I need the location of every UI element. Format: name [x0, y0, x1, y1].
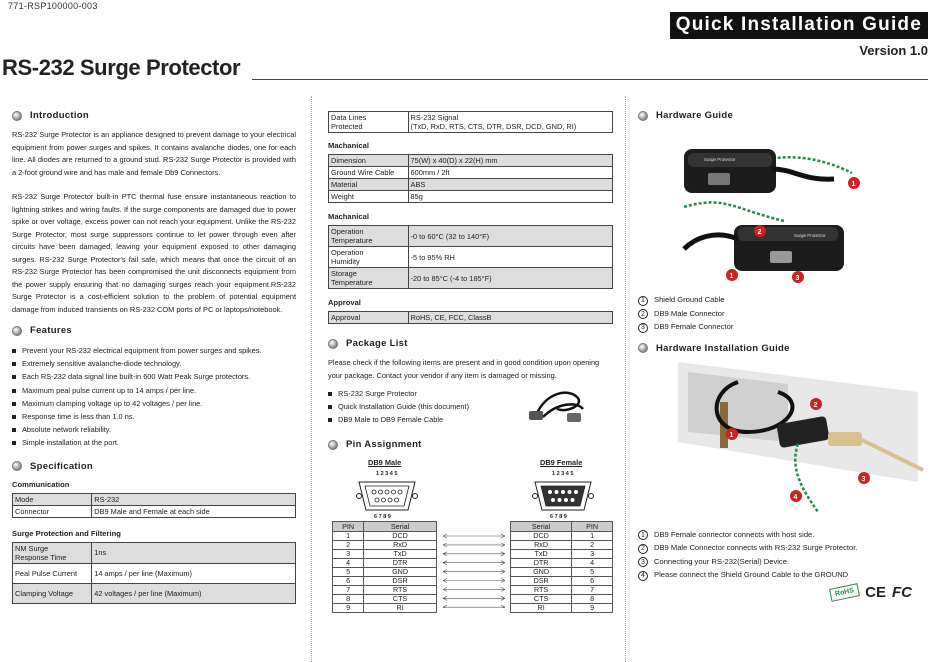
male-pin-table: [332, 521, 437, 613]
svg-text:2: 2: [757, 229, 762, 236]
spec-key: Peal Pulse Current: [13, 563, 92, 583]
pin-cell: 6: [572, 577, 613, 586]
package-heading: Package List: [328, 338, 613, 349]
spec-row: [329, 112, 613, 133]
installation-list: [638, 528, 928, 582]
callout-3a: [792, 271, 804, 283]
callout-2a: [754, 225, 766, 237]
spec-key: Mode: [13, 493, 92, 505]
pin-arrow: [443, 570, 505, 574]
pin-arrow: [443, 552, 505, 556]
db9-female-label: DB9 Female: [540, 458, 583, 467]
spec-row: [13, 493, 296, 505]
spec-row: [329, 312, 613, 324]
spec-value: DB9 Male and Female at each side: [92, 505, 296, 517]
number-badge-icon: 2: [638, 309, 648, 319]
section-bullet-icon: [638, 343, 648, 353]
pin-header: PIN: [333, 522, 364, 532]
cable-image: [527, 383, 589, 429]
pin-cell: DSR: [364, 577, 437, 586]
callout-1b: [726, 269, 738, 281]
spec-value: RS-232: [92, 493, 296, 505]
svg-text:1: 1: [729, 273, 734, 280]
pin-cell: CTS: [511, 595, 572, 604]
hardware-guide-item: 3 DB9 Female Connector: [638, 320, 928, 334]
pin-cell: RxD: [364, 541, 437, 550]
package-item: RS-232 Surge Protector: [328, 387, 613, 400]
svg-text:1: 1: [729, 431, 734, 439]
pin-cell: TxD: [364, 550, 437, 559]
db9-male-diagram: [356, 478, 418, 516]
pin-cell: 9: [333, 604, 364, 613]
spec-value: -5 to 95% RH: [408, 247, 612, 268]
pin-heading: Pin Assignment: [328, 439, 613, 450]
pin-row: [511, 586, 613, 595]
spec-value: 600mm / 2ft: [408, 167, 612, 179]
pin-header: Serial: [511, 522, 572, 532]
pin-cell: 1: [572, 532, 613, 541]
spec-value: 75(W) x 40(D) x 22(H) mm: [408, 155, 612, 167]
pin-cell: RTS: [511, 586, 572, 595]
features-heading: Features: [12, 325, 296, 336]
pin-cell: 3: [572, 550, 613, 559]
svg-text:3: 3: [795, 275, 800, 282]
pin-cell: DTR: [364, 559, 437, 568]
spec-key: Approval: [329, 312, 409, 324]
spec-value: 85g: [408, 191, 612, 203]
pin-cell: RI: [511, 604, 572, 613]
pin-cell: RI: [364, 604, 437, 613]
pin-cell: 9: [572, 604, 613, 613]
pin-row: [511, 577, 613, 586]
spec-value: ABS: [408, 179, 612, 191]
spec-row: [329, 268, 613, 289]
svg-text:3: 3: [861, 475, 866, 483]
installation-step: 1 DB9 Female connector connects with host side.: [638, 528, 928, 542]
doc-number: 771-RSP100000-003: [8, 1, 98, 11]
feature-item: Maximum clamping voltage up to 42 voltages / per line.: [12, 397, 296, 410]
spec-row: [329, 155, 613, 167]
pin-cell: 7: [333, 586, 364, 595]
spec-key: Dimension: [329, 155, 409, 167]
svg-text:1: 1: [851, 181, 856, 188]
pin-header: PIN: [572, 522, 613, 532]
surge-table: [12, 542, 296, 604]
version-label: Version 1.0: [859, 43, 928, 58]
mech2-label: Machanical: [328, 212, 369, 221]
callout-1a: [848, 177, 860, 189]
section-bullet-icon: [12, 326, 22, 336]
feature-item: Maximum peal pulse current up to 14 amps / per line.: [12, 384, 296, 397]
banner-title: Quick Installation Guide: [670, 12, 928, 39]
pin-cell: 4: [572, 559, 613, 568]
spec-key: NM Surge Response Time: [13, 542, 92, 563]
spec-value: 1ns: [92, 542, 296, 563]
intro-heading: Introduction: [12, 110, 296, 121]
hardware-guide-item: 2 DB9 Male Connector: [638, 307, 928, 321]
spec-key: Operation Temperature: [329, 226, 409, 247]
pin-arrow: [443, 605, 505, 608]
section-bullet-icon: [12, 461, 22, 471]
installation-step: 2 DB9 Male Connector connects with RS-232 Surge Protector.: [638, 541, 928, 555]
spec-row: [329, 179, 613, 191]
environment-table: [328, 225, 613, 289]
spec-heading: Specification: [12, 461, 296, 472]
spec-row: [13, 505, 296, 517]
db9-female-diagram: [532, 478, 594, 516]
column-3: [632, 96, 936, 662]
pin-cell: 2: [333, 541, 364, 550]
pin-row: [511, 550, 613, 559]
pin-cell: RxD: [511, 541, 572, 550]
pin-cell: RTS: [364, 586, 437, 595]
pin-cell: 8: [572, 595, 613, 604]
pin-cell: DSR: [511, 577, 572, 586]
ce-logo: CE: [865, 583, 886, 601]
pin-mapping-arrows: [439, 532, 509, 608]
spec-row: [329, 226, 613, 247]
package-text: Please check if the following items are present and in good condition upon opening your package. Contact your vendor if any item is damaged or missing.: [328, 358, 600, 380]
number-badge-icon: 2: [638, 544, 648, 554]
section-bullet-icon: [328, 339, 338, 349]
section-bullet-icon: [328, 440, 338, 450]
feature-item: Each RS-232 data signal line built-in 600 Watt Peak Surge protectors.: [12, 370, 296, 383]
feature-item: Extremely sensitive avalanche-diode technology.: [12, 357, 296, 370]
hw-heading: Hardware Guide: [638, 110, 928, 121]
pin-arrow: [443, 534, 505, 538]
pin-row: [333, 604, 437, 613]
column-1: [0, 96, 312, 662]
number-badge-icon: 1: [638, 296, 648, 306]
mech-table: [328, 154, 613, 203]
spec-value: RoHS, CE, FCC, ClassB: [408, 312, 612, 324]
spec-row: [329, 247, 613, 268]
pin-row: [511, 532, 613, 541]
pin-cell: DTR: [511, 559, 572, 568]
spec-value: -0 to 60°C (32 to 140°F): [408, 226, 612, 247]
number-badge-icon: 3: [638, 557, 648, 567]
data-lines-table: [328, 111, 613, 133]
spec-key: Storage Temperature: [329, 268, 409, 289]
spec-row: [329, 167, 613, 179]
pin-row: [511, 559, 613, 568]
pin-cell: GND: [364, 568, 437, 577]
female-bottom-pin-numbers: 6 7 8 9: [550, 514, 567, 520]
female-top-pin-numbers: 1 2 3 4 5: [552, 471, 574, 477]
pin-cell: 6: [333, 577, 364, 586]
pin-cell: 1: [333, 532, 364, 541]
pin-header: Serial: [364, 522, 437, 532]
spec-key: Operation Humidity: [329, 247, 409, 268]
pin-cell: 7: [572, 586, 613, 595]
installation-step: 4 Please connect the Shield Ground Cable to the GROUND: [638, 568, 928, 582]
spec-value: 14 amps / per line (Maximum): [92, 563, 296, 583]
pin-cell: 5: [333, 568, 364, 577]
pin-cell: 2: [572, 541, 613, 550]
feature-item: Response time is less than 1.0 ns.: [12, 410, 296, 423]
cert-logos: [638, 584, 912, 601]
mech-label: Machanical: [328, 141, 369, 150]
installation-photo: [668, 362, 928, 522]
spec-key: Clamping Voltage: [13, 583, 92, 603]
pin-row: [511, 541, 613, 550]
pin-arrow: [443, 543, 505, 547]
callout-1c: [726, 428, 738, 440]
pin-arrow: [443, 561, 505, 565]
features-list: [12, 344, 296, 450]
spec-row: [329, 191, 613, 203]
female-pin-table: [510, 521, 613, 613]
spec-row: [13, 583, 296, 603]
spec-key: Data Lines Protected: [329, 112, 409, 133]
callout-2b: [810, 398, 822, 410]
title-rule: [252, 79, 928, 80]
hardware-photo: [674, 129, 874, 289]
approval-label: Approval: [328, 298, 361, 307]
spec-row: [13, 542, 296, 563]
fcc-logo: FC: [892, 583, 912, 601]
spec-key: Weight: [329, 191, 409, 203]
installation-step: 3 Connecting your RS-232(Serial) Device.: [638, 555, 928, 569]
pin-row: [511, 595, 613, 604]
feature-item: Prevent your RS-232 electrical equipment from power surges and spikes.: [12, 344, 296, 357]
surge-label: Surge Protection and Filtering: [12, 528, 121, 538]
svg-text:2: 2: [813, 401, 818, 409]
device-label-top: Surge Protector: [704, 157, 736, 162]
pin-cell: GND: [511, 568, 572, 577]
hwi-heading: Hardware Installation Guide: [638, 343, 928, 354]
spec-key: Material: [329, 179, 409, 191]
pin-arrow: [443, 587, 505, 591]
number-badge-icon: 3: [638, 323, 648, 333]
pin-row: [511, 604, 613, 613]
spec-key: Connector: [13, 505, 92, 517]
pin-cell: 5: [572, 568, 613, 577]
package-item: DB9 Male to DB9 Female Cable: [328, 413, 613, 426]
number-badge-icon: 4: [638, 571, 648, 581]
rohs-logo: RoHS: [829, 583, 860, 602]
feature-item: Absolute network reliability.: [12, 423, 296, 436]
pin-arrow: [443, 579, 505, 583]
feature-item: Simple installation at the port.: [12, 436, 296, 449]
spec-value: -20 to 85°C (-4 to 185°F): [408, 268, 612, 289]
spec-key: Ground Wire Cable: [329, 167, 409, 179]
pin-cell: 3: [333, 550, 364, 559]
comm-label: Communication: [12, 479, 70, 489]
pin-cell: TxD: [511, 550, 572, 559]
column-2: [318, 96, 626, 662]
pin-cell: 4: [333, 559, 364, 568]
spec-value: 42 voltages / per line (Maximum): [92, 583, 296, 603]
hardware-guide-item: 1 Shield Ground Cable: [638, 293, 928, 307]
page-title: RS-232 Surge Protector: [2, 55, 241, 80]
pin-arrow: [443, 596, 505, 600]
pin-cell: 8: [333, 595, 364, 604]
spec-row: [13, 563, 296, 583]
male-top-pin-numbers: 1 2 3 4 5: [376, 471, 398, 477]
device-label-bottom: Surge Protector: [794, 233, 826, 238]
package-item: Quick Installation Guide (this document): [328, 400, 613, 413]
db9-male-label: DB9 Male: [368, 458, 402, 467]
hardware-guide-list: [638, 293, 928, 334]
number-badge-icon: 1: [638, 530, 648, 540]
comm-table: [12, 493, 296, 518]
svg-text:4: 4: [793, 493, 798, 501]
pin-cell: DCD: [364, 532, 437, 541]
male-bottom-pin-numbers: 6 7 8 9: [374, 514, 391, 520]
intro-paragraph-1: RS-232 Surge Protector is an appliance designed to prevent damage to your electrical equipment from power surges and spikes. It contains avalanche diodes, one for each line. All diodes are returned to a ground stud. RS-232 Surge Protector is provided with a 2-foot ground wire and has male and female Db9 Connectors.: [12, 130, 296, 177]
pin-row: [511, 568, 613, 577]
section-bullet-icon: [12, 111, 22, 121]
spec-value: RS-232 Signal (TxD, RxD, RTS, CTS, DTR, DSR, DCD, GND, RI): [408, 112, 612, 133]
section-bullet-icon: [638, 111, 648, 121]
pin-cell: CTS: [364, 595, 437, 604]
pin-cell: DCD: [511, 532, 572, 541]
callout-4: [790, 490, 802, 502]
intro-paragraph-2: RS-232 Surge Protector built-in PTC thermal fuse ensure instantaneous reaction to lightning strikes and wiring faults. If the surge components are damaged due to power spike or over voltage, excess power can not reach your equipment. Unlike the RS-232 Surge Protector, most surge suppressors continue to let power through even after circuits have been damaged, leaving your equipment exposed to other damaging surges. RS-232 Surge Protector's fail safe, which means that once the circuit of an RS-232 Surge Protector has been compromised the unit disconnects equipment from the power supply ensuring that no damaging surges reach your equipment.RS-232 Surge Protector is a cost-efficient solution to the problem of potential equipment damage from induced transients on RS-232 COM ports of PC or laptops/notebook.: [12, 192, 296, 314]
callout-3b: [858, 472, 870, 484]
approval-table: [328, 311, 613, 324]
